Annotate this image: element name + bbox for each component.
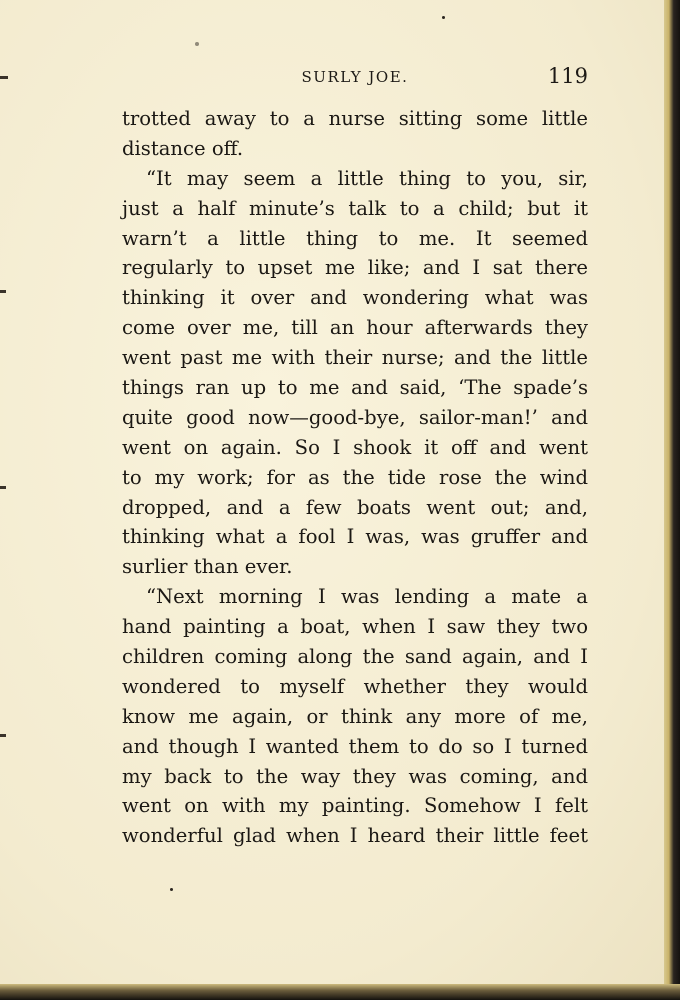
text-line: hand painting a boat, when I saw they two [122,615,588,639]
text-line: things ran up to me and said, ‘The spade’s [122,376,588,400]
text-line: thinking what a fool I was, was gruffer and [122,525,588,549]
margin-mark [0,486,6,489]
text-line: know me again, or think any more of me, [122,704,588,728]
page-header [122,64,588,90]
text-line: went on with my painting. Somehow I felt [122,794,588,818]
margin-mark [0,290,6,293]
text-line: just a half minute’s talk to a child; but it [122,196,588,220]
page-number: 119 [547,64,588,88]
text-line: to my work; for as the tide rose the wind [122,465,588,489]
text-line: “Next morning I was lending a mate a [146,585,588,609]
text-line: wonderful glad when I heard their little feet [122,824,588,848]
text-line: and though I wanted them to do so I turned [122,734,588,758]
text-line: children coming along the sand again, and I [122,645,588,669]
running-head: SURLY JOE. [301,68,409,86]
text-line: regularly to upset me like; and I sat there [122,256,588,280]
text-line: my back to the way they was coming, and [122,764,588,788]
page-edge-bottom [0,984,680,1000]
text-line: went past me with their nurse; and the little [122,346,588,370]
text-line: come over me, till an hour afterwards they [122,316,588,340]
text-line: distance off. [122,136,244,160]
text-line: surlier than ever. [122,555,293,579]
ink-speck [170,888,173,891]
ink-speck [195,42,199,46]
text-line: warn’t a little thing to me. It seemed [122,226,588,250]
page-edge-right [664,0,680,1000]
text-line: “It may seem a little thing to you, sir, [146,166,588,190]
ink-speck [442,16,445,19]
margin-mark [0,76,8,79]
margin-mark [0,734,6,737]
text-line: wondered to myself whether they would [122,674,588,698]
text-line: thinking it over and wondering what was [122,286,588,310]
text-line: dropped, and a few boats went out; and, [122,495,588,519]
body-text [122,104,588,851]
text-line: trotted away to a nurse sitting some little [122,107,588,130]
text-line: quite good now—good-bye, sailor-man!’ and [122,405,588,429]
text-line: went on again. So I shook it off and went [122,435,588,459]
